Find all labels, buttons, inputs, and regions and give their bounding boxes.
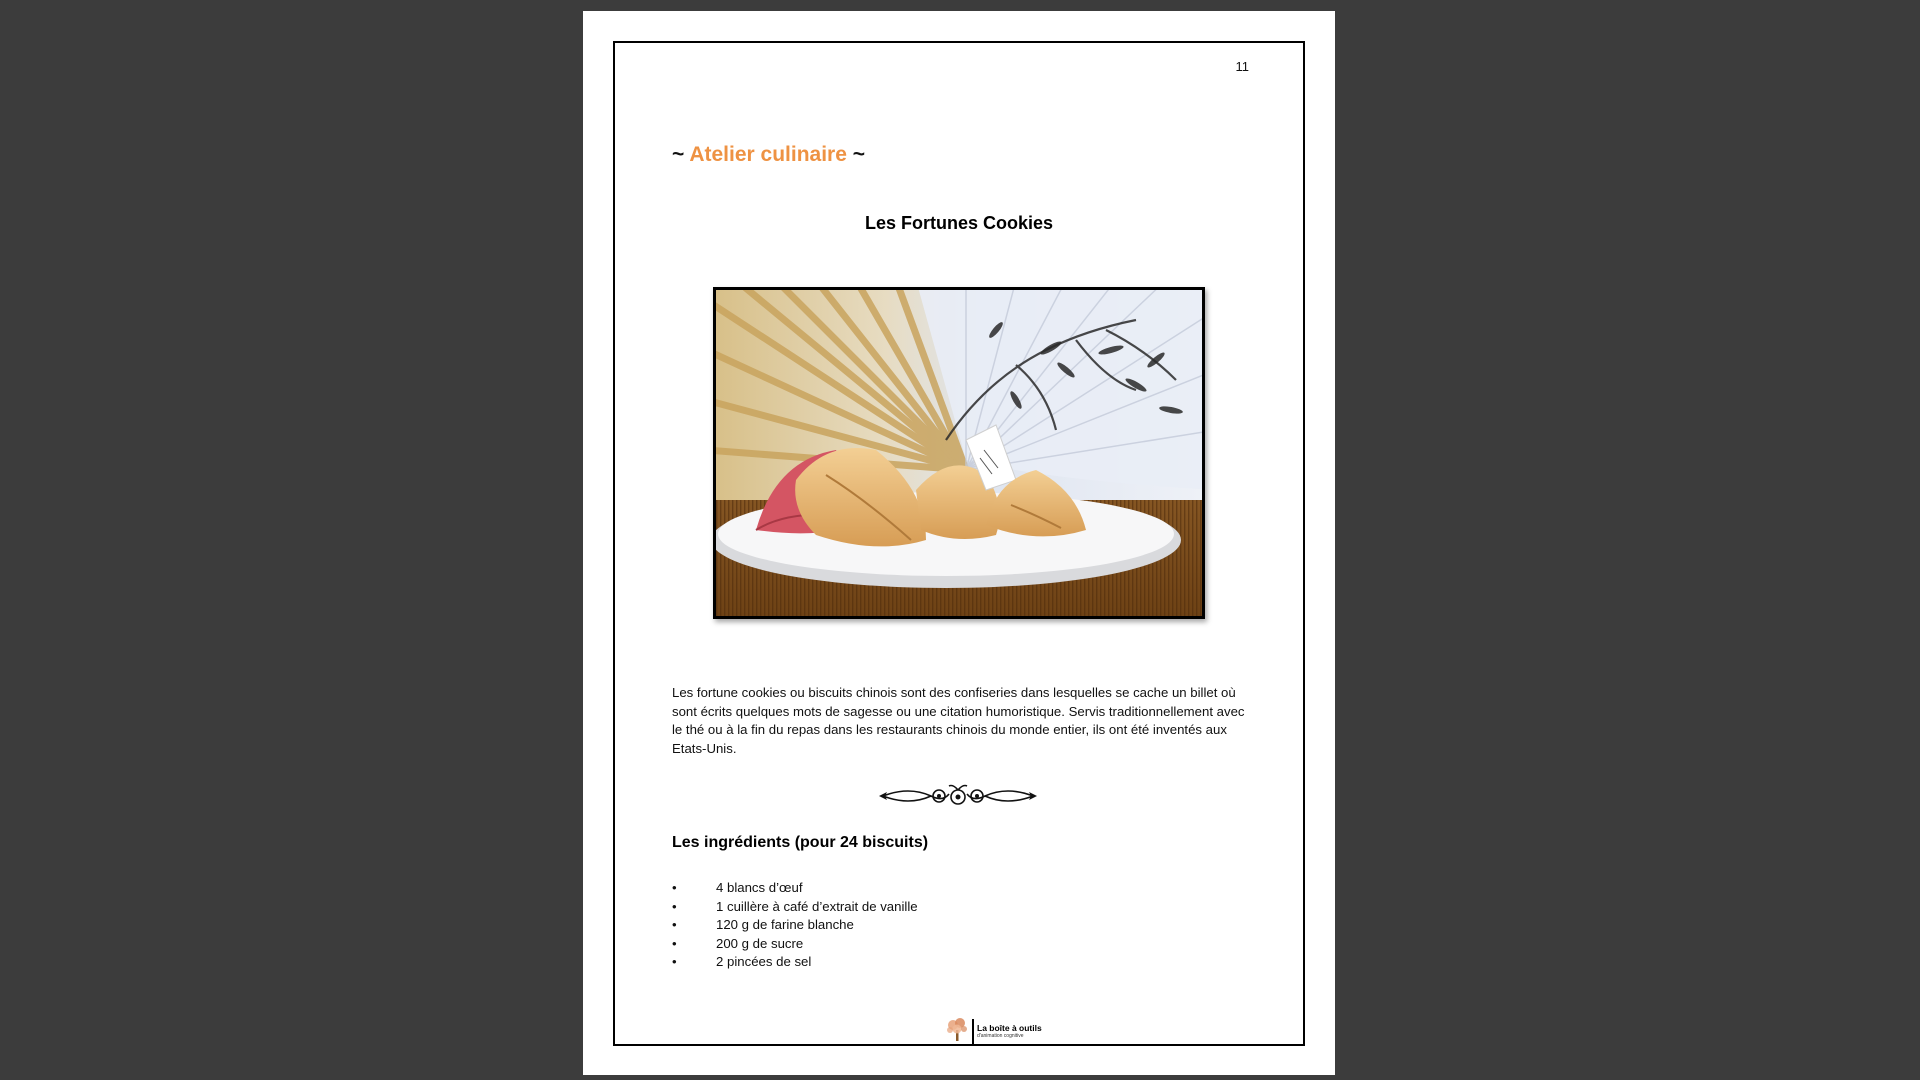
- section-title-suffix: ~: [846, 143, 865, 166]
- tree-logo-icon: [945, 1016, 969, 1047]
- logo-text: [977, 1024, 1042, 1039]
- bullet: •: [672, 935, 677, 951]
- bullet: •: [672, 954, 677, 970]
- list-item: [672, 879, 918, 898]
- intro-paragraph: Les fortune cookies ou biscuits chinois sont des confiseries dans lesquelles se cache un billet où sont écrits quelques mots de sagesse ou une citation humoristique. Servis traditionnellement avec le thé ou à la fin du repas dans les restaurants chinois du monde entier, ils ont été inventés aux Etats-Unis.: [672, 685, 1245, 756]
- ornamental-divider: [879, 780, 1037, 815]
- logo-divider: [972, 1019, 974, 1045]
- list-item: [672, 953, 918, 972]
- recipe-title: Les Fortunes Cookies: [864, 213, 1054, 233]
- document-page: [583, 11, 1335, 1075]
- section-title-text: Atelier culinaire: [689, 143, 847, 166]
- page-border: [613, 41, 1305, 1046]
- list-item: [672, 935, 918, 954]
- list-item: [672, 898, 918, 917]
- ingredient-text: 200 g de sucre: [716, 935, 804, 951]
- ingredient-text: 1 cuillère à café d’extrait de vanille: [716, 898, 918, 914]
- bullet: •: [672, 880, 677, 895]
- section-title: [672, 143, 865, 167]
- list-item: [672, 916, 918, 935]
- logo-subtitle: d'animation cognitive: [977, 1032, 1024, 1039]
- page-number: 11: [1235, 59, 1249, 74]
- ingredient-text: 2 pincées de sel: [716, 954, 812, 970]
- bullet: •: [672, 917, 677, 933]
- section-title-prefix: ~: [672, 143, 690, 166]
- bullet: •: [672, 898, 677, 914]
- ingredient-text: 4 blancs d’œuf: [716, 880, 803, 895]
- ingredients-list: [672, 879, 918, 972]
- ingredient-text: 120 g de farine blanche: [716, 917, 854, 933]
- logo-name: La boîte à outils: [977, 1023, 1042, 1034]
- ingredients-heading: Les ingrédients (pour 24 biscuits): [672, 834, 929, 851]
- fortune-cookies-photo: [713, 287, 1205, 619]
- footer-logo: [945, 1016, 1042, 1047]
